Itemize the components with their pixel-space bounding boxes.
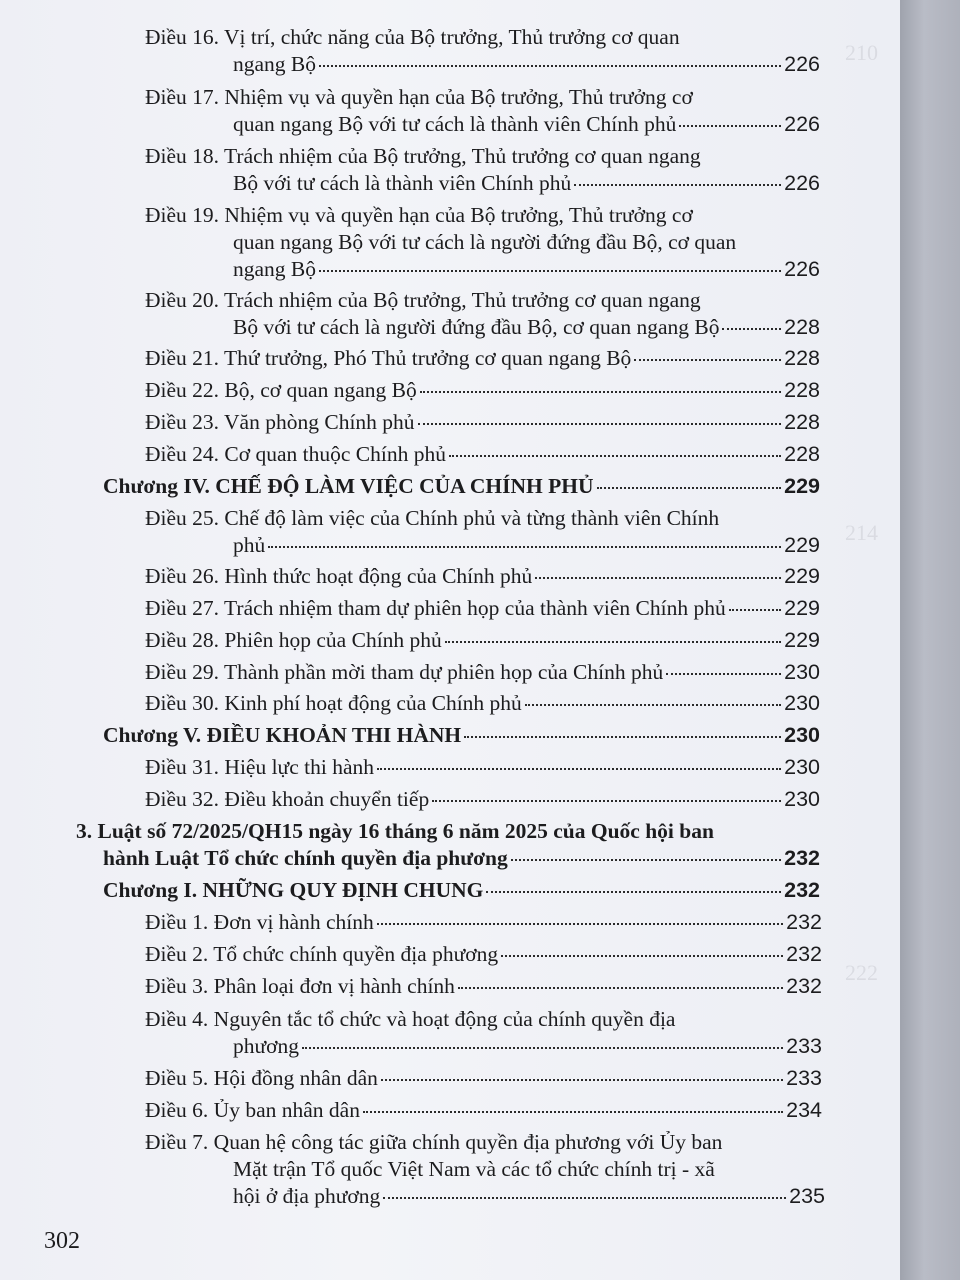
toc-entry-text: Điều 30. Kinh phí hoạt động của Chính phủ <box>145 691 522 715</box>
dot-leader <box>666 672 781 675</box>
toc-entry-text: Điều 21. Thứ trưởng, Phó Thủ trưởng cơ quan ngang Bộ <box>145 346 632 370</box>
toc-entry <box>145 377 820 404</box>
toc-page-number: 228 <box>784 442 820 466</box>
dot-leader <box>418 422 782 425</box>
toc-page-number: 228 <box>784 410 820 434</box>
toc-entry-text: Điều 25. Chế độ làm việc của Chính phủ và từng thành viên Chính <box>145 506 720 530</box>
toc-entry <box>145 627 820 654</box>
toc-entry-text: Điều 26. Hình thức hoạt động của Chính phủ <box>145 564 533 588</box>
toc-entry <box>145 24 820 78</box>
toc-heading-entry <box>103 722 820 749</box>
dot-leader <box>464 735 781 738</box>
toc-entry-text: Điều 6. Ủy ban nhân dân <box>145 1098 360 1122</box>
toc-entry <box>145 409 820 436</box>
toc-entry <box>145 84 820 138</box>
toc-entry <box>145 1097 822 1124</box>
toc-entry <box>145 202 820 283</box>
toc-entry-text: Chương V. ĐIỀU KHOẢN THI HÀNH <box>103 723 462 747</box>
dot-leader <box>486 890 781 893</box>
dot-leader <box>377 922 783 925</box>
toc-entry-text: Mặt trận Tổ quốc Việt Nam và các tổ chức chính trị - xã <box>233 1157 715 1181</box>
dot-leader <box>535 576 781 579</box>
toc-entry <box>145 143 820 197</box>
toc-page-number: 229 <box>784 628 820 652</box>
toc-page-number: 232 <box>784 878 820 902</box>
toc-entry <box>145 1129 825 1210</box>
toc-entry-text: ngang Bộ <box>233 52 317 76</box>
toc-page-number: 229 <box>784 474 820 498</box>
toc-page-number: 229 <box>784 564 820 588</box>
toc-entry <box>145 505 820 559</box>
toc-entry-text: Điều 5. Hội đồng nhân dân <box>145 1066 378 1090</box>
toc-entry-text: Chương IV. CHẾ ĐỘ LÀM VIỆC CỦA CHÍNH PHỦ <box>103 474 594 498</box>
toc-entry-text: Bộ với tư cách là thành viên Chính phủ <box>233 171 572 195</box>
toc-entry <box>145 659 820 686</box>
dot-leader <box>319 269 781 272</box>
toc-entry-text: Điều 4. Nguyên tắc tổ chức và hoạt động của chính quyền địa <box>145 1007 676 1031</box>
toc-page-number: 226 <box>784 52 820 76</box>
toc-entry-text: Điều 19. Nhiệm vụ và quyền hạn của Bộ trưởng, Thủ trưởng cơ <box>145 203 693 227</box>
toc-entry-text: phương <box>233 1034 300 1058</box>
toc-entry-text: Điều 16. Vị trí, chức năng của Bộ trưởng, Thủ trưởng cơ quan <box>145 25 680 49</box>
toc-page-number: 235 <box>789 1184 825 1208</box>
toc-page-number: 232 <box>784 846 820 870</box>
toc-page-number: 228 <box>784 378 820 402</box>
toc-entry-text: ngang Bộ <box>233 257 317 281</box>
toc-entry-text: Điều 29. Thành phần mời tham dự phiên họp của Chính phủ <box>145 660 664 684</box>
toc-page-number: 229 <box>784 533 820 557</box>
dot-leader <box>420 390 781 393</box>
toc-entry <box>145 595 820 622</box>
toc-entry-text: Điều 27. Trách nhiệm tham dự phiên họp của thành viên Chính phủ <box>145 596 726 620</box>
toc-entry <box>145 1065 822 1092</box>
toc-entry-text: hành Luật Tổ chức chính quyền địa phương <box>103 846 508 870</box>
dot-leader <box>383 1196 786 1199</box>
toc-entry <box>145 973 822 1000</box>
toc-entry <box>145 345 820 372</box>
toc-entry-text: Điều 22. Bộ, cơ quan ngang Bộ <box>145 378 417 402</box>
toc-page-number: 226 <box>784 257 820 281</box>
toc-page-number: 226 <box>784 112 820 136</box>
toc-entry-text: Bộ với tư cách là người đứng đầu Bộ, cơ quan ngang Bộ <box>233 315 720 339</box>
dot-leader <box>458 986 783 989</box>
toc-entry-text: Điều 31. Hiệu lực thi hành <box>145 755 374 779</box>
dot-leader <box>729 608 781 611</box>
toc-entry <box>145 1006 822 1060</box>
dot-leader <box>432 799 781 802</box>
dot-leader <box>597 486 782 489</box>
toc-entry-text: quan ngang Bộ với tư cách là thành viên Chính phủ <box>233 112 677 136</box>
toc-page-number: 226 <box>784 171 820 195</box>
page-number: 302 <box>44 1228 80 1254</box>
toc-entry-text: Điều 18. Trách nhiệm của Bộ trưởng, Thủ trưởng cơ quan ngang <box>145 144 701 168</box>
toc-page-number: 230 <box>784 787 820 811</box>
toc-entry <box>145 287 820 341</box>
dot-leader <box>525 703 781 706</box>
toc-page-number: 228 <box>784 315 820 339</box>
toc-page-number: 230 <box>784 723 820 747</box>
adjacent-page-edge <box>900 0 960 1280</box>
dot-leader <box>501 954 783 957</box>
toc-page-number: 232 <box>786 974 822 998</box>
toc-page-number: 232 <box>786 942 822 966</box>
dot-leader <box>302 1046 783 1049</box>
toc-entry-text: Điều 7. Quan hệ công tác giữa chính quyền địa phương với Ủy ban <box>145 1130 723 1154</box>
toc-entry <box>145 563 820 590</box>
toc-entry-text: hội ở địa phương <box>233 1184 381 1208</box>
toc-page-number: 233 <box>786 1066 822 1090</box>
dot-leader <box>319 64 781 67</box>
toc-entry-text: Điều 2. Tổ chức chính quyền địa phương <box>145 942 499 966</box>
toc-page-number: 230 <box>784 691 820 715</box>
dot-leader <box>679 124 781 127</box>
show-through-text: 210 <box>845 40 878 65</box>
toc-entry-text: phủ <box>233 533 266 557</box>
toc-entry <box>145 754 820 781</box>
toc-entry-text: Điều 1. Đơn vị hành chính <box>145 910 374 934</box>
toc-heading-entry <box>103 877 820 904</box>
dot-leader <box>268 545 781 548</box>
show-through-text: 214 <box>845 520 878 545</box>
toc-heading-entry <box>103 473 820 500</box>
dot-leader <box>634 358 781 361</box>
dot-leader <box>381 1078 783 1081</box>
toc-page-number: 230 <box>784 755 820 779</box>
toc-page-number: 229 <box>784 596 820 620</box>
dot-leader <box>574 183 781 186</box>
toc-entry-text: quan ngang Bộ với tư cách là người đứng đầu Bộ, cơ quan <box>233 230 737 254</box>
show-through-text: 222 <box>845 960 878 985</box>
toc-page-number: 234 <box>786 1098 822 1122</box>
toc-entry <box>145 941 822 968</box>
dot-leader <box>722 327 781 330</box>
toc-heading-entry <box>76 818 820 872</box>
toc-page-number: 232 <box>786 910 822 934</box>
toc-entry-text: Chương I. NHỮNG QUY ĐỊNH CHUNG <box>103 878 484 902</box>
dot-leader <box>363 1110 783 1113</box>
toc-entry-text: Điều 28. Phiên họp của Chính phủ <box>145 628 442 652</box>
toc-entry-text: Điều 32. Điều khoản chuyển tiếp <box>145 787 430 811</box>
toc-entry <box>145 909 822 936</box>
toc-entry <box>145 690 820 717</box>
toc-page-number: 233 <box>786 1034 822 1058</box>
toc-entry <box>145 441 820 468</box>
dot-leader <box>377 767 781 770</box>
dot-leader <box>445 640 781 643</box>
toc-page-number: 230 <box>784 660 820 684</box>
toc-entry-text: Điều 3. Phân loại đơn vị hành chính <box>145 974 455 998</box>
toc-entry-text: Điều 17. Nhiệm vụ và quyền hạn của Bộ trưởng, Thủ trưởng cơ <box>145 85 693 109</box>
dot-leader <box>449 454 781 457</box>
toc-entry-text: 3. Luật số 72/2025/QH15 ngày 16 tháng 6 năm 2025 của Quốc hội ban <box>76 819 714 843</box>
toc-entry <box>145 786 820 813</box>
toc-page-number: 228 <box>784 346 820 370</box>
dot-leader <box>511 858 781 861</box>
toc-entry-text: Điều 24. Cơ quan thuộc Chính phủ <box>145 442 446 466</box>
toc-entry-text: Điều 23. Văn phòng Chính phủ <box>145 410 415 434</box>
toc-entry-text: Điều 20. Trách nhiệm của Bộ trưởng, Thủ trưởng cơ quan ngang <box>145 288 701 312</box>
